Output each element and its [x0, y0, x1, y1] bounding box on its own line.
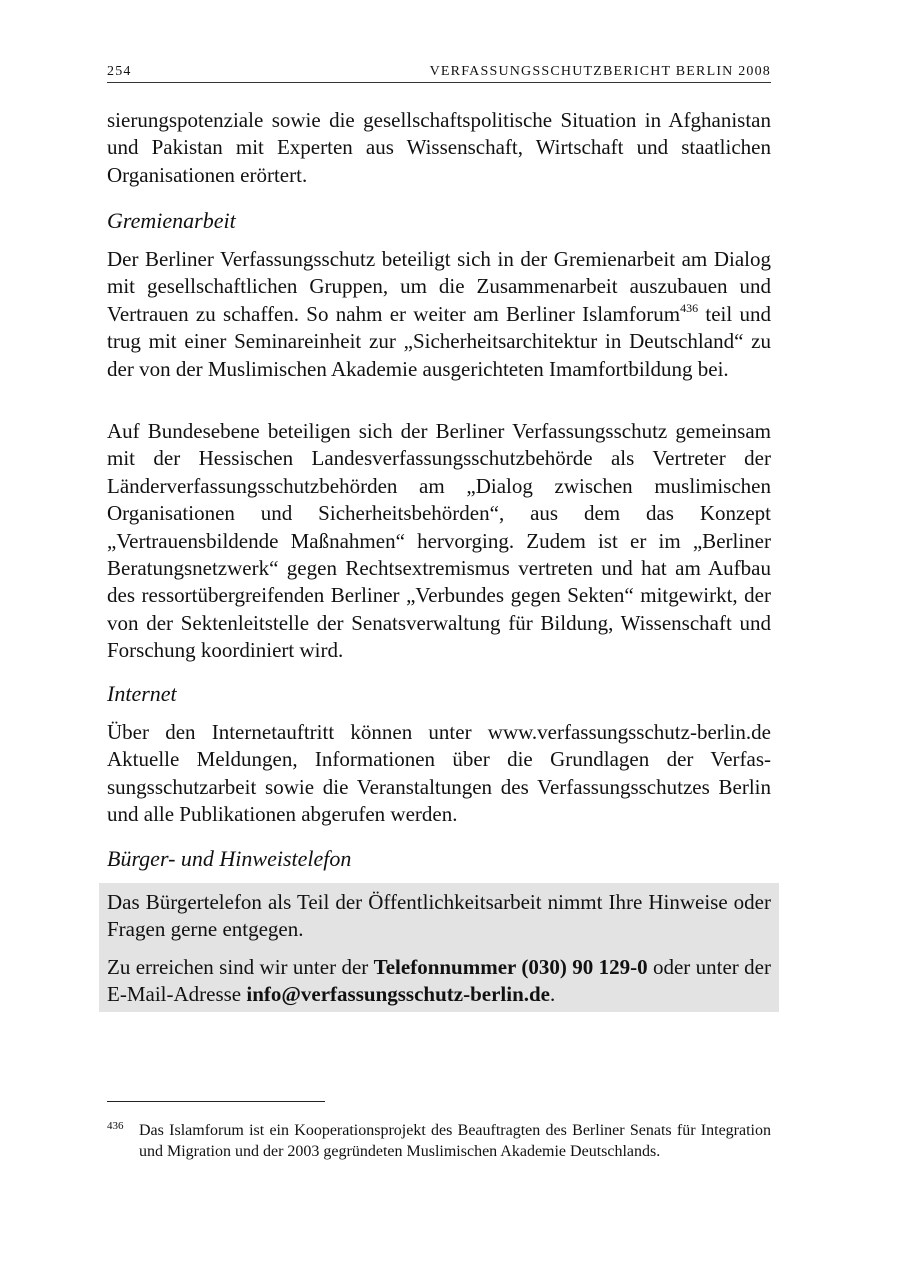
gremienarbeit-p1-text-cont: teil und trug mit einer Seminareinheit zur „Sicherheitsarchitektur in Deutschland“ zu der von der Muslimischen Akademie ausgerichteten Imamfortbildung bei.	[107, 301, 771, 381]
internet-paragraph	[107, 719, 771, 829]
page-number: 254	[107, 64, 132, 79]
gremienarbeit-paragraph-2	[107, 418, 771, 665]
heading-internet: Internet	[107, 681, 177, 706]
page-header	[107, 62, 771, 83]
intro-paragraph-block	[107, 107, 771, 189]
gremienarbeit-p2-text: Auf Bundesebene beteiligen sich der Berliner Verfassungsschutz gemeinsam mit der Hessischen Landesverfassungsschutzbehörde als Vertreter der Länderverfassungsschutzbehörden am „Dialog zwischen muslimischen Organisationen und Sicherheitsbehörden“, aus dem das Konzept „Vertrauensbildende Maßnahmen“ hervorging. Zudem ist er im „Berliner Beratungsnetzwerk“ gegen Rechtsextremismus vertreten und hat am Aufbau des ressortübergreifenden Berliner „Verbundes gegen Sekten“ mitgewirkt, der von der Sektenleitstelle der Senatsverwaltung für Bildung, Wissenschaft und Forschung koordiniert wird.	[107, 419, 771, 663]
telefon-p2-text: Zu erreichen sind wir unter der	[107, 955, 374, 979]
heading-buergertelefon: Bürger- und Hinweistelefon	[107, 846, 352, 871]
phone-number: Telefonnummer (030) 90 129-0	[373, 955, 648, 979]
gremienarbeit-paragraph-1	[107, 246, 771, 383]
footnote-436	[107, 1120, 771, 1162]
telefon-paragraph-1	[107, 889, 771, 944]
footnote-text: Das Islamforum ist ein Kooperationsprojekt des Beauftragten des Berliner Senats für Integration und Migration und der 2003 gegründeten Muslimischen Akademie Deutschlands.	[139, 1122, 771, 1160]
telefon-p2-text-end: .	[550, 982, 556, 1007]
footnote-separator	[107, 1101, 325, 1102]
intro-paragraph: sierungspotenziale sowie die gesellschaftspolitische Situation in Afghanistan und Pakistan mit Experten aus Wissenschaft, Wirtschaft und staatlichen Organisationen erörtert.	[107, 108, 771, 187]
telefon-p2-text-cont: oder unter der E-Mail-Adresse	[107, 955, 771, 1007]
heading-gremienarbeit: Gremienarbeit	[107, 208, 236, 233]
running-title: VERFASSUNGSSCHUTZBERICHT BERLIN 2008	[429, 64, 771, 79]
internet-p1-text: Über den Internetauftritt können unter www.verfassungsschutz-berlin.de Aktuelle Meldungen, Informationen über die Grundlagen der Verfassungsschutzarbeit sowie die Veranstaltungen des Verfassungsschutzes Berlin und alle Publikationen abgerufen werden.	[107, 720, 771, 827]
email-address: info@verfassungsschutz-berlin.de	[246, 982, 551, 1007]
telefon-p1-text: Das Bürgertelefon als Teil der Öffentlichkeitsarbeit nimmt Ihre Hinweise oder Fragen gerne entgegen.	[107, 890, 771, 942]
footnote-reference: 436	[680, 300, 699, 315]
gremienarbeit-p1-text: Der Berliner Verfassungsschutz beteiligt sich in der Gremienarbeit am Dialog mit gesellschaftlichen Gruppen, um die Zusammenarbeit auszubauen und Vertrauen zu schaffen. So nahm er weiter am Berliner Islamforum	[107, 247, 771, 326]
footnote-number: 436	[107, 1120, 124, 1132]
telefon-paragraph-2	[107, 954, 771, 1009]
contact-highlight-box	[99, 883, 779, 1012]
